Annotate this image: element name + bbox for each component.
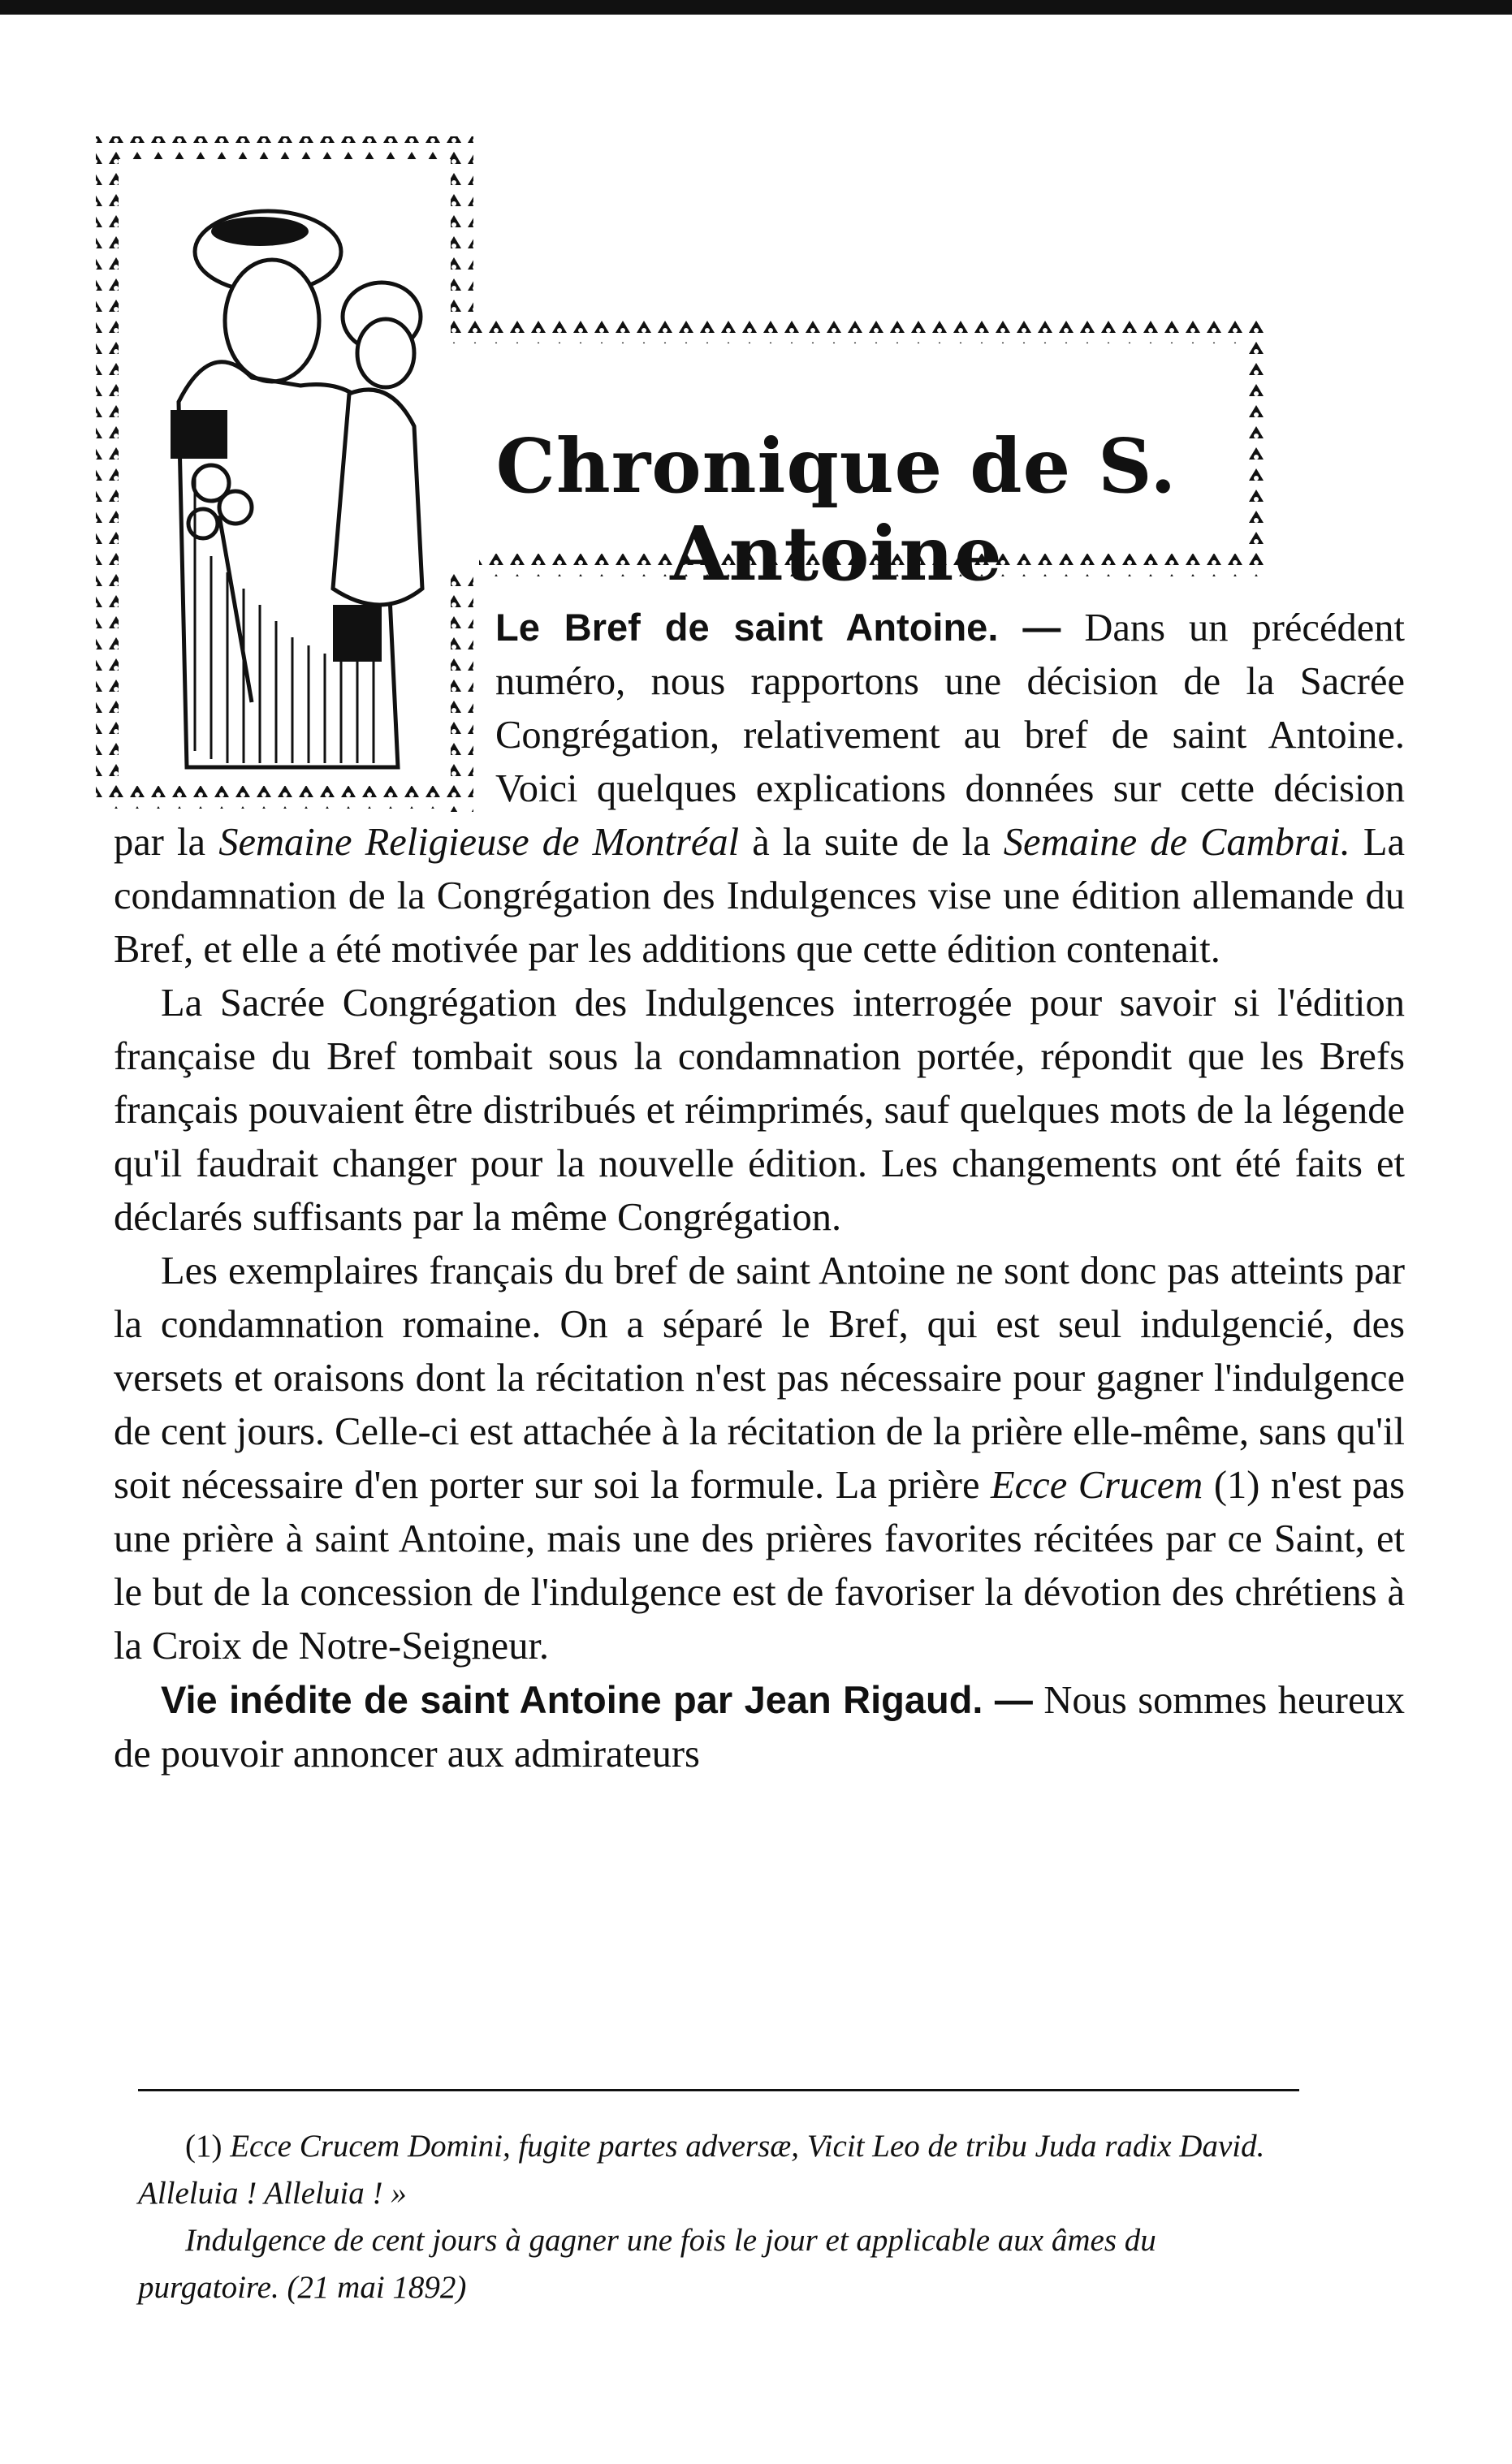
footnote-divider [138,2089,1299,2091]
source-semaine-cambrai: Semaine de Cambrai. [1003,821,1350,864]
footnote-1-text: Ecce Crucem Domini, fugite partes adversæ, Vicit Leo de tribu Juda radix David. Alleluia ! Alleluia ! » [138,2129,1265,2211]
prayer-ecce-crucem: Ecce Crucem [991,1464,1203,1507]
section2-heading: Vie inédite de saint Antoine par Jean Rigaud. — [161,1678,1033,1721]
page-title: Chronique de S. Antoine [495,422,1177,598]
footnote-number: (1) [185,2129,222,2164]
section1-para1-text: Dans un précédent numéro, nous rapportons une décision de la Sacrée Congrégation, relativement au bref de saint Antoine. Voici quelques explications données sur cette décision par la [114,606,1405,864]
section1-para3-end: n'est pas une prière à saint Antoine, mais une des prières favorites récitées par ce Saint, et le but de la concession de l'indulgence est de favoriser la dévotion des chrétiens à la Croix de Notre-Seigneur. [114,1464,1406,1668]
section1-paragraph-3 [114,1245,1405,1673]
source-semaine-montreal: Semaine Religieuse de Montréal [218,821,740,864]
illustration-wrap-space [114,601,495,816]
section1-para1-end: La condamnation de la Congrégation des Indulgences vise une édition allemande du Bref, et elle a été motivée par les additions que cette édition contenait. [114,821,1405,971]
section1-para1-mid: à la suite de la [752,821,991,864]
footnote-indulgence: Indulgence de cent jours à gagner une fois le jour et applicable aux âmes du purgatoire. (21 mai 1892) [138,2223,1156,2305]
section2-paragraph [114,1673,1405,1781]
footnote-reference: (1) [1213,1464,1260,1507]
footnote-1 [138,2123,1299,2217]
section2-text: Nous sommes heureux de pouvoir annoncer aux admirateurs [114,1679,1405,1776]
footnotes [138,2123,1299,2311]
section1-heading: Le Bref de saint Antoine. — [495,606,1061,649]
article-body [114,601,1405,1781]
section1-paragraph-2: La Sacrée Congrégation des Indulgences interrogée pour savoir si l'édition française du Bref tombait sous la condamnation portée, répondit que les Brefs français pouvaient être distribués et réimprimés, sauf quelques mots de la légende qu'il faudrait changer pour la nouvelle édition. Les changements ont été faits et déclarés suffisants par la même Congrégation. [114,982,1405,1239]
section1-para3-start: Les exemplaires français du bref de saint Antoine ne sont donc pas atteints par la condamnation romaine. On a séparé le Bref, qui est seul indulgencié, des versets et oraisons dont la récitation n'est pas nécessaire pour gagner l'indulgence de cent jours. Celle-ci est attachée à la récitation de la prière elle-même, sans qu'il soit nécessaire d'en porter sur soi la formule. La prière [114,1249,1405,1507]
